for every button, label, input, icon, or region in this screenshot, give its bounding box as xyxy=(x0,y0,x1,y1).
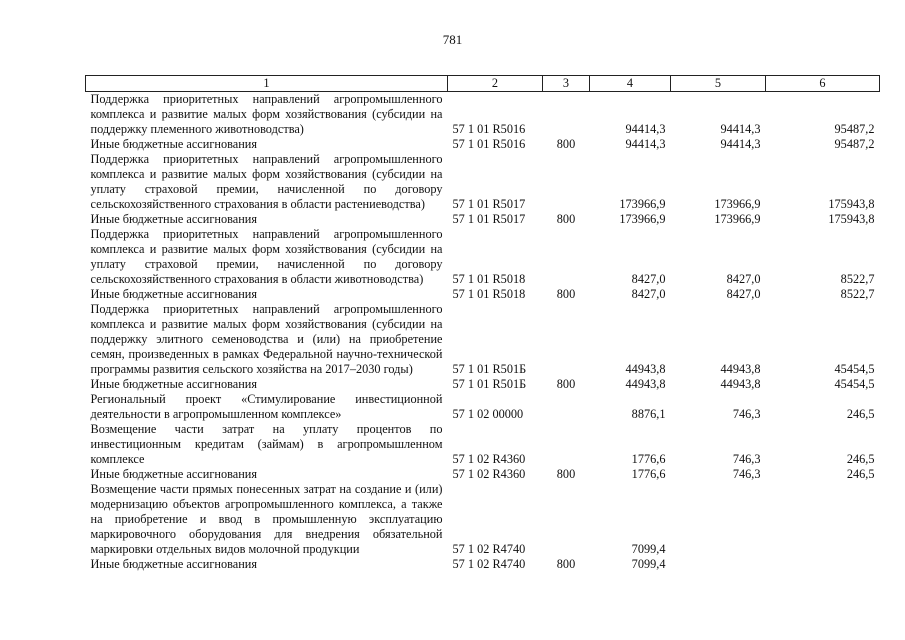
column-header-name: 1 xyxy=(86,76,448,92)
header-row xyxy=(86,76,880,92)
column-header-type: 3 xyxy=(543,76,590,92)
row-code: 57 1 01 R5017 xyxy=(452,212,526,226)
table-row xyxy=(86,482,880,557)
row-name: Поддержка приоритетных направлений агропромышленного комплекса и развитие малых форм хозяйствования (субсидии на поддержку племенного животноводства) xyxy=(90,92,443,136)
row-value-year2: 173966,9 xyxy=(714,212,761,226)
row-value-year3: 246,5 xyxy=(846,452,875,466)
row-code: 57 1 02 R4360 xyxy=(452,467,526,481)
row-value-year2: 8427,0 xyxy=(726,272,761,286)
row-value-year2: 8427,0 xyxy=(726,287,761,301)
row-value-year2: 44943,8 xyxy=(720,362,761,376)
row-code: 57 1 01 R5016 xyxy=(452,137,526,151)
row-value-year3: 45454,5 xyxy=(834,377,875,391)
row-code: 57 1 01 R501Б xyxy=(452,377,527,391)
row-code: 57 1 01 R501Б xyxy=(452,362,527,376)
row-value-year3: 45454,5 xyxy=(834,362,875,376)
table-row xyxy=(86,377,880,392)
row-name: Иные бюджетные ассигнования xyxy=(90,287,258,301)
row-expense-type: 800 xyxy=(556,467,576,481)
row-name: Возмещение части прямых понесенных затрат на создание и (или) модернизацию объектов агропромышленного комплекса, а также на приобретение и ввод в промышленную эксплуатацию маркировочного оборудования для внедрения обязательной маркировки отдельных видов молочной продукции xyxy=(90,482,443,556)
row-value-year1: 44943,8 xyxy=(625,377,666,391)
row-value-year3: 246,5 xyxy=(846,407,875,421)
table-row xyxy=(86,137,880,152)
row-value-year1: 44943,8 xyxy=(625,362,666,376)
row-name: Иные бюджетные ассигнования xyxy=(90,557,258,571)
table-row xyxy=(86,92,880,138)
table-row xyxy=(86,152,880,212)
table-row xyxy=(86,392,880,422)
row-value-year1: 94414,3 xyxy=(625,137,666,151)
row-code: 57 1 01 R5018 xyxy=(452,272,526,286)
row-value-year1: 173966,9 xyxy=(619,212,666,226)
column-header-code: 2 xyxy=(448,76,543,92)
page-number: 781 xyxy=(442,32,463,47)
table-row xyxy=(86,422,880,467)
row-value-year1: 94414,3 xyxy=(625,122,666,136)
row-code: 57 1 02 R4360 xyxy=(452,452,526,466)
row-code: 57 1 02 R4740 xyxy=(452,557,526,571)
row-name: Иные бюджетные ассигнования xyxy=(90,467,258,481)
row-expense-type xyxy=(543,227,590,287)
row-expense-type: 800 xyxy=(556,287,576,301)
row-value-year1: 8427,0 xyxy=(631,272,666,286)
row-value-year3: 246,5 xyxy=(846,467,875,481)
table-row xyxy=(86,227,880,287)
row-value-year3: 8522,7 xyxy=(840,272,875,286)
table-row xyxy=(86,287,880,302)
table-row xyxy=(86,467,880,482)
row-value-year1: 8876,1 xyxy=(631,407,666,421)
row-name: Иные бюджетные ассигнования xyxy=(90,137,258,151)
row-value-year1: 8427,0 xyxy=(631,287,666,301)
row-name: Поддержка приоритетных направлений агропромышленного комплекса и развитие малых форм хозяйствования (субсидии на уплату страховой премии, начисленной по договору сельскохозяйственного страхования в области животноводства) xyxy=(90,227,443,286)
row-value-year1: 1776,6 xyxy=(631,452,666,466)
row-expense-type xyxy=(543,302,590,377)
row-value-year1: 173966,9 xyxy=(619,197,666,211)
row-value-year1: 7099,4 xyxy=(631,542,666,556)
row-name: Поддержка приоритетных направлений агропромышленного комплекса и развитие малых форм хозяйствования (субсидии на поддержку элитного семеноводства и (или) на приобретение семян, произведенных в рамках Федеральной научно-технической программы развития сельского хозяйства на 2017–2030 годы) xyxy=(90,302,443,376)
row-value-year3: 175943,8 xyxy=(828,212,875,226)
row-code: 57 1 01 R5018 xyxy=(452,287,526,301)
row-expense-type: 800 xyxy=(556,377,576,391)
row-value-year3 xyxy=(766,482,880,557)
budget-table xyxy=(85,75,880,572)
row-code: 57 1 02 00000 xyxy=(452,407,524,421)
column-header-year1: 4 xyxy=(590,76,671,92)
row-name: Иные бюджетные ассигнования xyxy=(90,212,258,226)
row-name: Возмещение части затрат на уплату процентов по инвестиционным кредитам (займам) в агропромышленном комплексе xyxy=(90,422,443,466)
row-name: Региональный проект «Стимулирование инвестиционной деятельности в агропромышленном комплексе» xyxy=(90,392,443,421)
row-code: 57 1 01 R5016 xyxy=(452,122,526,136)
row-name: Поддержка приоритетных направлений агропромышленного комплекса и развитие малых форм хозяйствования (субсидии на уплату страховой премии, начисленной по договору сельскохозяйственного страхования в области растениеводства) xyxy=(90,152,443,211)
row-expense-type xyxy=(543,392,590,422)
row-expense-type xyxy=(543,482,590,557)
row-value-year1: 7099,4 xyxy=(631,557,666,571)
row-expense-type: 800 xyxy=(556,212,576,226)
row-value-year2: 173966,9 xyxy=(714,197,761,211)
column-header-year2: 5 xyxy=(671,76,766,92)
row-value-year3 xyxy=(766,557,880,572)
row-value-year3: 95487,2 xyxy=(834,122,875,136)
row-value-year2: 746,3 xyxy=(732,467,761,481)
row-code: 57 1 02 R4740 xyxy=(452,542,526,556)
row-value-year2: 746,3 xyxy=(732,452,761,466)
row-value-year2 xyxy=(671,557,766,572)
row-expense-type xyxy=(543,152,590,212)
row-value-year3: 95487,2 xyxy=(834,137,875,151)
row-expense-type: 800 xyxy=(556,557,576,571)
row-value-year3: 8522,7 xyxy=(840,287,875,301)
table-row xyxy=(86,557,880,572)
row-code: 57 1 01 R5017 xyxy=(452,197,526,211)
row-value-year1: 1776,6 xyxy=(631,467,666,481)
row-expense-type xyxy=(543,92,590,138)
row-value-year3: 175943,8 xyxy=(828,197,875,211)
row-value-year2: 746,3 xyxy=(732,407,761,421)
row-expense-type: 800 xyxy=(556,137,576,151)
row-value-year2: 94414,3 xyxy=(720,122,761,136)
row-name: Иные бюджетные ассигнования xyxy=(90,377,258,391)
table-row xyxy=(86,302,880,377)
row-value-year2: 44943,8 xyxy=(720,377,761,391)
row-expense-type xyxy=(543,422,590,467)
table-row xyxy=(86,212,880,227)
row-value-year2: 94414,3 xyxy=(720,137,761,151)
column-header-year3: 6 xyxy=(766,76,880,92)
row-value-year2 xyxy=(671,482,766,557)
